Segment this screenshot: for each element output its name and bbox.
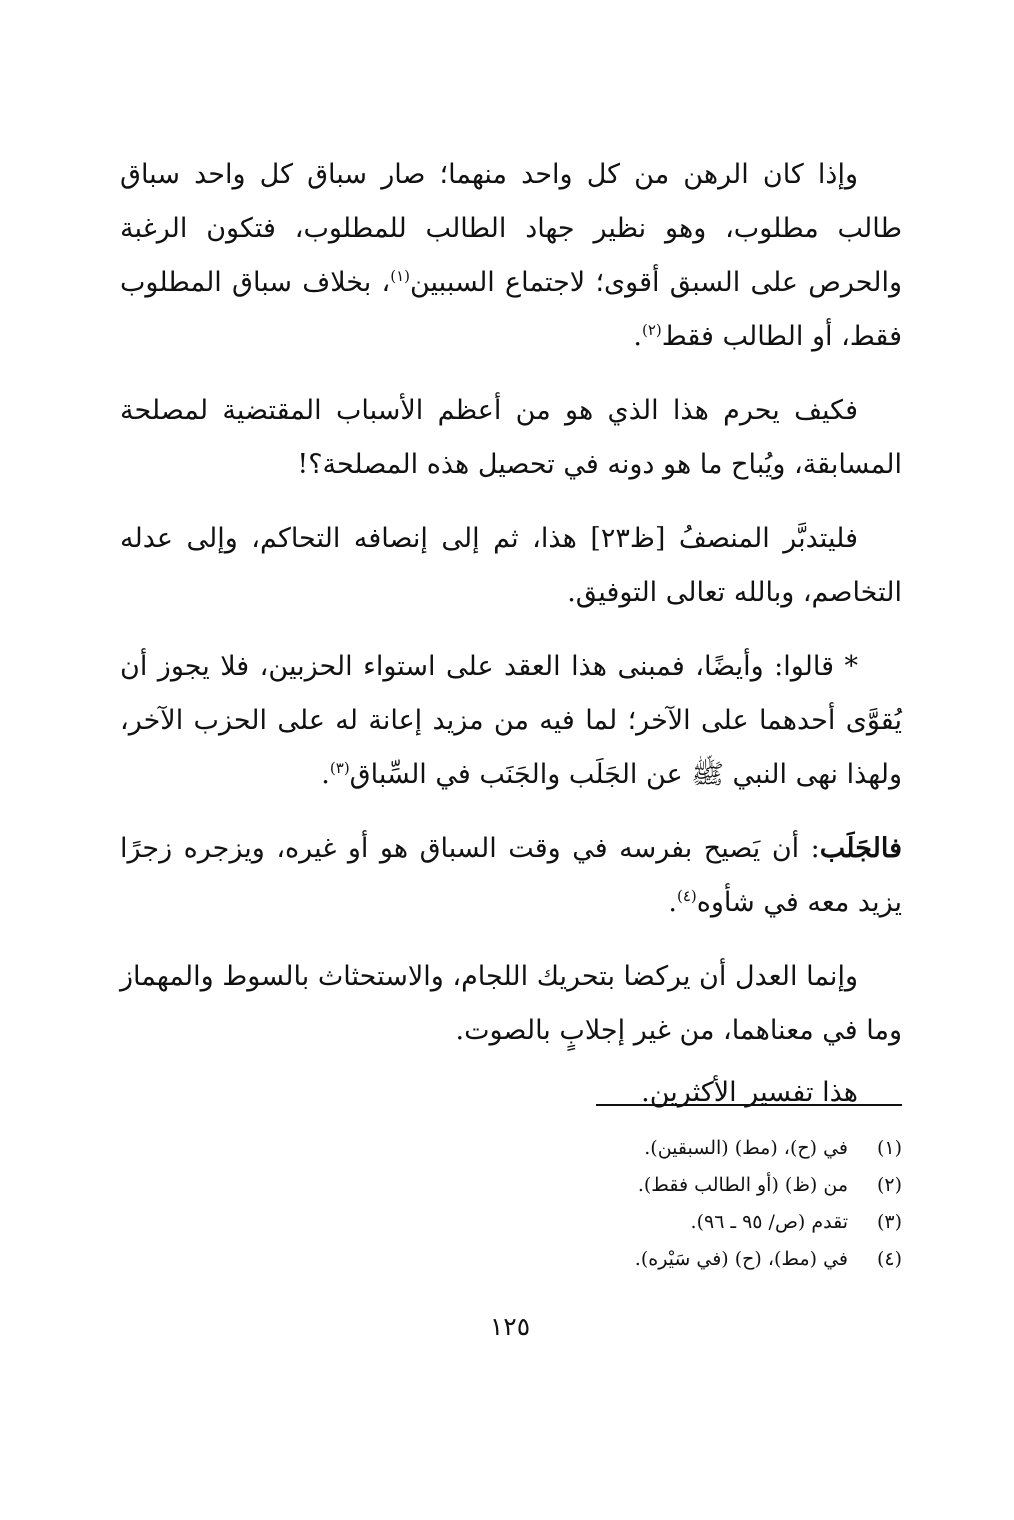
- paragraph-4-text: * قالوا: وأيضًا، فمبنى هذا العقد على استواء الحزبين، فلا يجوز أن يُقوَّى أحدهما على الآخر؛ لما فيه من مزيد إعانة له على الحزب الآخر، ولهذا نهى النبي ﷺ عن الجَلَب والجَنَب في السِّباق: [120, 651, 902, 790]
- footnote-ref-3[interactable]: (٣): [329, 759, 350, 777]
- footnote-text: في (مط)، (ح) (في سَيْره).: [634, 1248, 848, 1270]
- paragraph-1-line-3a: والحرص على السبق أقوى؛ لاجتماع السببين: [409, 267, 902, 298]
- paragraph-1-line-3b: ، بخلاف سباق: [232, 267, 391, 298]
- footnote-1: [120, 1130, 902, 1167]
- footnote-ref-1[interactable]: (١): [390, 267, 410, 285]
- paragraph-7-text: هذا تفسير الأكثرين.: [641, 1077, 858, 1108]
- paragraph-1-end: .: [633, 321, 642, 352]
- paragraph-1-line-1: وإذا كان الرهن من كل واحد منهما؛ صار سباق كل واحد سباق: [120, 159, 858, 190]
- paragraph-5: [120, 822, 902, 930]
- footnote-text: تقدم (ص/ ٩٥ ـ ٩٦).: [690, 1211, 848, 1233]
- page-number: ١٢٥: [489, 1312, 531, 1341]
- footnotes: [120, 1130, 902, 1278]
- footnote-number: (٣): [876, 1211, 902, 1233]
- footnote-2: [120, 1167, 902, 1204]
- paragraph-1-line-2: طالب مطلوب، وهو نظير جهاد الطالب للمطلوب، فتكون الرغبة: [120, 213, 902, 244]
- paragraph-3: [120, 512, 902, 620]
- defined-term: فالجَلَب: [819, 833, 902, 864]
- paragraph-2-text: فكيف يحرم هذا الذي هو من أعظم الأسباب المقتضية لمصلحة المسابقة، ويُباح ما هو دونه في تحصيل هذه المصلحة؟!: [120, 395, 902, 480]
- footnote-number: (٢): [876, 1174, 902, 1196]
- paragraph-1-line-4: المطلوب فقط، أو الطالب فقط: [120, 267, 902, 352]
- paragraph-2: [120, 384, 902, 492]
- footnote-ref-2[interactable]: (٢): [641, 321, 662, 339]
- paragraph-5-end: .: [668, 887, 677, 918]
- footnote-3: [120, 1204, 902, 1241]
- paragraph-7: [120, 1066, 902, 1120]
- footnote-ref-4[interactable]: (٤): [676, 887, 697, 905]
- paragraph-1: [120, 148, 902, 364]
- footnote-number: (١): [876, 1137, 902, 1159]
- paragraph-5-text: : أن يَصيح بفرسه في وقت السباق هو أو غيره، ويزجره زجرًا يزيد معه في شأوه: [120, 833, 902, 918]
- paragraph-6-text: وإنما العدل أن يركضا بتحريك اللجام، والاستحثاث بالسوط والمهماز وما في معناهما، من غير إجلابٍ بالصوت.: [120, 961, 902, 1046]
- paragraph-4-end: .: [321, 759, 330, 790]
- paragraph-4: [120, 640, 902, 802]
- footnote-text: من (ظ) (أو الطالب فقط).: [637, 1174, 848, 1196]
- paragraph-3-text: فليتدبَّر المنصفُ [ظ٢٣] هذا، ثم إلى إنصافه التحاكم، وإلى عدله التخاصم، وبالله تعالى التوفيق.: [120, 523, 902, 608]
- paragraph-6: [120, 950, 902, 1058]
- footnote-separator: [596, 1104, 902, 1106]
- footnote-text: في (ح)، (مط) (السبقين).: [644, 1137, 848, 1159]
- main-text: [120, 148, 902, 1140]
- footnote-4: [120, 1241, 902, 1278]
- footnote-number: (٤): [876, 1248, 902, 1270]
